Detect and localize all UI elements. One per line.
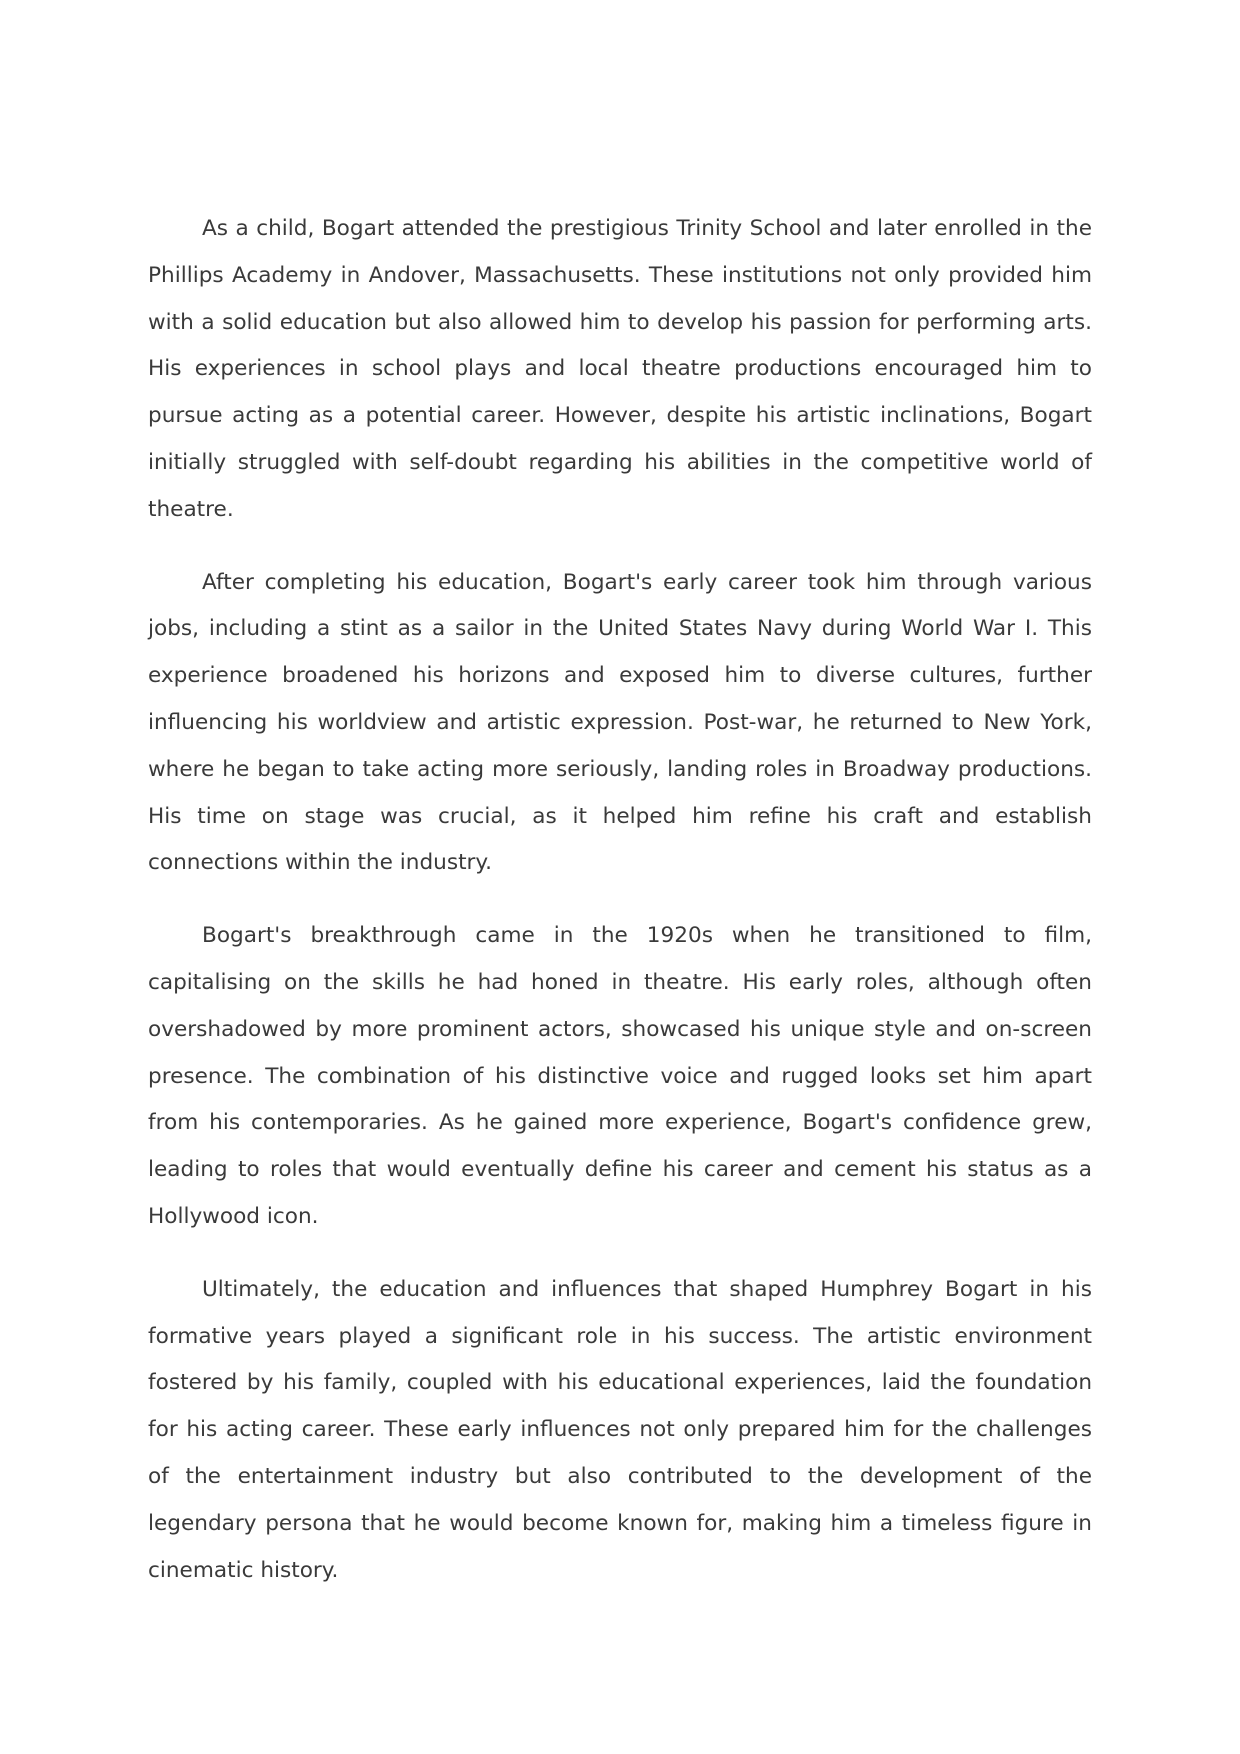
paragraph-early-career: After completing his education, Bogart's early career took him through various jobs, including a stint as a sailor in the United States Navy during World War I. This experience broadened his horizons and exposed him to diverse cultures, further influencing his worldview and artistic expression. Post-war, he returned to New York, where he began to take acting more seriously, landing roles in Broadway productions. His time on stage was crucial, as it helped him refine his craft and establish connections within the industry. — [148, 569, 1092, 876]
paragraph-education: As a child, Bogart attended the prestigious Trinity School and later enrolled in the Phillips Academy in Andover, Massachusetts. These institutions not only provided him with a solid education but also allowed him to develop his passion for performing arts. His experiences in school plays and local theatre productions encouraged him to pursue acting as a potential career. However, despite his artistic inclinations, Bogart initially struggled with self-doubt regarding his abilities in the competitive world of theatre. — [148, 216, 1092, 522]
paragraph-breakthrough: Bogart's breakthrough came in the 1920s when he transitioned to film, capitalising on the skills he had honed in theatre. His early roles, although often overshadowed by more prominent actors, showcased his unique style and on-screen presence. The combination of his distinctive voice and rugged looks set him apart from his contemporaries. As he gained more experience, Bogart's confidence grew, leading to roles that would eventually define his career and cement his status as a Hollywood icon. — [148, 923, 1092, 1229]
paragraph-conclusion: Ultimately, the education and influences that shaped Humphrey Bogart in his formative years played a significant role in his success. The artistic environment fostered by his family, coupled with his educational experiences, laid the foundation for his acting career. These early influences not only prepared him for the challenges of the entertainment industry but also contributed to the development of the legendary persona that he would become known for, making him a timeless figure in cinematic history. — [148, 1276, 1092, 1583]
document-body — [148, 206, 1092, 1594]
